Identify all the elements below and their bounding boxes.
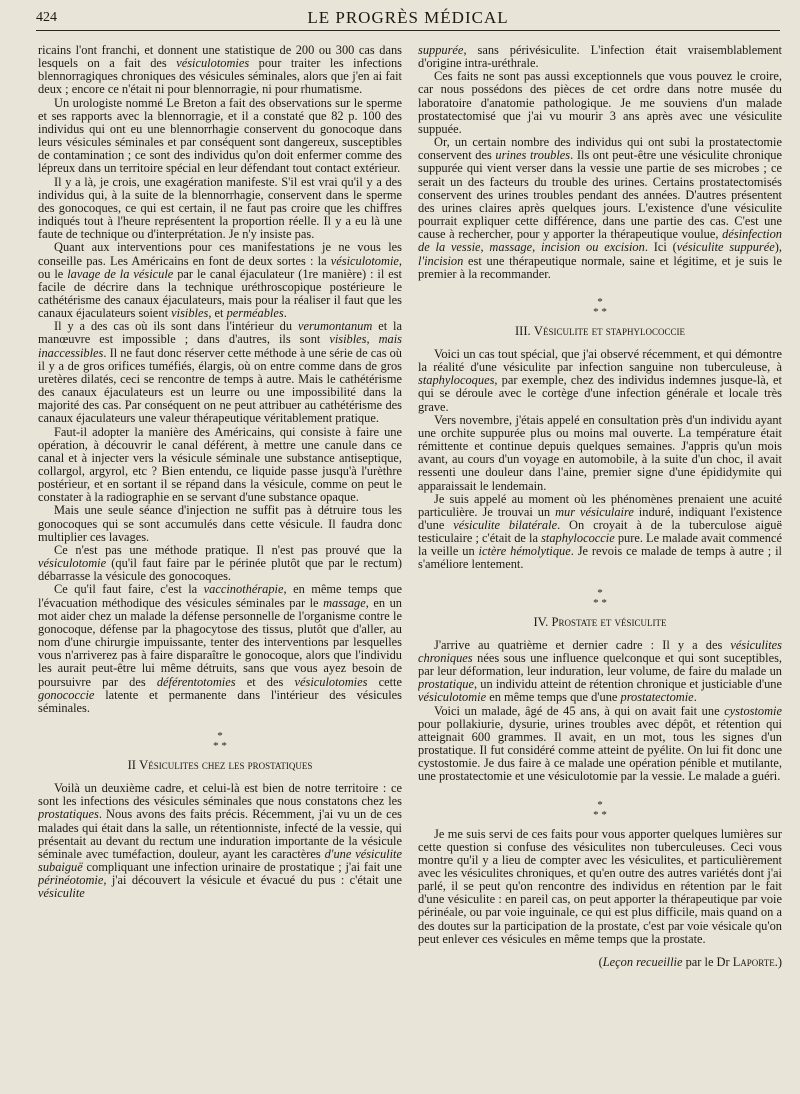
paragraph: Voici un cas tout spécial, que j'ai observé récemment, et qui démontre la réalité d'une vésiculite par infection sanguine non tuberculeuse, à staphylocoques, par exemple, chez des individus indemnes jusque-là, et qui se déroule avec le cortège d'une infection générale et locale très grave. [418, 346, 782, 414]
section-heading: IV. Prostate et vésiculite [533, 614, 667, 629]
paragraph: J'arrive au quatrième et dernier cadre : Il y a des vésiculites chroniques nées sous une influence quelconque et qui sont suceptibles, par leur déformation, leur induration, leur volume, de faire du malade un prostatique, un individu atteint de rétention chronique et justiciable d'une vésiculotomie en même temps que d'une prostatectomie. [418, 637, 782, 705]
paragraph: Ce n'est pas une méthode pratique. Il n'est pas prouvé que la vésiculotomie (qu'il faut faire par le périnée plutôt que par le rectum) débarrasse la vésicule des gonocoques. [38, 542, 402, 584]
section-ornament: * * * [213, 729, 227, 752]
paragraph: Je suis appelé au moment où les phénomènes prenaient une acuité particulière. Je trouvai un mur vésiculaire induré, indiquant l'existence d'une vésiculite bilatérale. On croyait à de la tuberculose aiguë testiculaire ; c'était de la staphylococcie pure. Le malade avait commencé la veille un ictère hémolytique. Je revois ce malade de temps à autre ; il s'améliore lentement. [418, 491, 782, 572]
paragraph: Vers novembre, j'étais appelé en consultation près d'un individu ayant une orchite suppurée plus ou moins mal ouverte. La température était rémittente et continue depuis quelques semaines. J'appris qu'un mois avant, au cours d'un voyage en automobile, à la suite d'un choc, il avait ressenti une douleur dans l'aine, premier signe d'une épididymite qui apparaissait le lendemain. [418, 412, 782, 493]
paragraph: Un urologiste nommé Le Breton a fait des observations sur le sperme et ses rapports avec la blennorragie, et il a constaté que 82 p. 100 des individus qui ont eu une blennorrhagie conservent du gonocoque dans leurs vésicules séminales et par conséquent sont dangereux, susceptibles de contamination ; ce sont des individus qu'on doit enfermer comme des lépreux dans un territoire spécial en leur défendant tout contact extérieur. [38, 95, 402, 176]
journal-title: LE PROGRÈS MÉDICAL [307, 8, 509, 27]
paragraph: Il y a des cas où ils sont dans l'intérieur du verumontanum et la manœuvre est impossible ; dans d'autres, ils sont visibles, mais inaccessibles. Il ne faut donc réserver cette méthode à une série de cas où il y a de gros orifices tuméfiés, élargis, où on entre comme dans de gros uretères dilatés, ceci se rencontre de temps à autre. Mais le cathétérisme des canaux éjaculateurs est un leurre ou une impossibilité dans la majorité des cas. Par conséquent on ne peut attribuer au cathétérisme des canaux éjaculateurs une valeur thérapeutique véritablement pratique. [38, 319, 402, 426]
section-heading: II Vésiculites chez les prostatiques [127, 757, 313, 772]
paragraph: Voici un malade, âgé de 45 ans, à qui on avait fait une cystostomie pour pollakiurie, dysurie, urines troubles avec dépôt, et rétention qui atteignait 600 grammes. Il avait, en un mot, tous les signes d'un prostatique. Il fut considéré comme atteint de pyélite. On lui fit donc une cystostomie. Je dus faire à ce malade une opération pénible et mutilante, une prostatectomie et une vésiculotomie par la vessie. Le malade a guéri. [418, 703, 782, 784]
section-ornament: * * * [593, 295, 607, 318]
paragraph: Or, un certain nombre des individus qui ont subi la prostatectomie conservent des urines troubles. Ils ont peut-être une vésiculite chronique suppurée qui vient verser dans la vessie une partie de ses microbes ; ce serait un des facteurs du trouble des urines. Certains prostatectomisés conservent des urines troubles pendant des années. D'autres présentent des urines claires après quelques jours. L'existence d'une vésiculite pourrait expliquer cette différence, dans une partie des cas. C'est une cause à rechercher, pour y apporter la thérapeutique voulue, désinfection de la vessie, massage, incision ou excision. Ici (vésiculite suppurée), l'incision est une thérapeutique normale, saine et légitime, et je suis le premier à la recommander. [418, 135, 782, 281]
section-ornament: * * * [593, 798, 607, 821]
paragraph: Mais une seule séance d'injection ne suffit pas à détruire tous les gonocoques qui se sont accumulés dans cette vésicule. Il faudra donc multiplier ces lavages. [38, 503, 402, 544]
paragraph: ricains l'ont franchi, et donnent une statistique de 200 ou 300 cas dans lesquels on a fait des vésiculotomies pour traiter les infections blennorragiques chroniques des vésicules séminales, alors que j'en ai fait deux ; encore ce n'était ni pour blennorragie, ni pour rhumatisme. [38, 44, 402, 97]
signature-line: (Leçon recueillie par le Dr Laporte.) [598, 954, 782, 969]
paragraph: suppurée, sans périvésiculite. L'infection était vraisemblablement d'origine intra-uréthrale. [418, 44, 782, 71]
page-number: 424 [36, 10, 57, 25]
paragraph: Ce qu'il faut faire, c'est la vaccinothérapie, en même temps que l'évacuation méthodique des vésicules séminales par le massage, en un mot aider chez un malade la défense personnelle de l'organisme contre le gonocoque, défense par la phagocytose des tissus, plutôt que d'aller, au nom d'une chirurgie impuissante, tenter des interventions par lesquelles vous n'arriverez pas à faire disparaître le gonocoque, alors que l'individu les aurait peut-être lui même détruits, sans que vous ayez besoin de poursuivre par des déférentotomies et des vésiculotomies cette gonococcie latente et permanente dans l'intérieur des vésicules séminales. [38, 582, 402, 715]
left-column [38, 44, 402, 1080]
paragraph: Quant aux interventions pour ces manifestations je ne vous les conseille pas. Les Américains en font de deux sortes : la vésiculotomie, ou le lavage de la vésicule par le canal éjaculateur (1re manière) : il est facile de décrire dans la technique uréthroscopique postérieure le cathétérisme des canaux éjaculateurs, mais pour la réaliser il faut que les canaux éjaculateurs soient visibles, et perméables. [38, 240, 402, 321]
right-column [418, 44, 782, 1080]
page-header [36, 6, 780, 31]
paragraph: Je me suis servi de ces faits pour vous apporter quelques lumières sur cette question si confuse des vésiculites non tuberculeuses. Ceci vous montre qu'il y a lieu de compter avec les vésiculites, et particulièrement avec les vésiculites chroniques, et qu'en outre des autres variétés dont j'ai parlé, il se peut qu'on rencontre des individus en rétention par le fait d'une vésiculite : en pareil cas, on peut apporter la thérapeutique par voie périnéale, ou par voie inguinale, ce qui est plus difficile, mais quand on a des doutes sur la participation de la prostate, c'est par voie vésicale qu'on peut enlever ces vésicules en même temps que la prostate. [418, 826, 782, 946]
section-ornament: * * * [593, 586, 607, 609]
paragraph: Il y a là, je crois, une exagération manifeste. S'il est vrai qu'il y a des individus qui, à la suite de la blennorrhagie, conservent dans le sperme des gonocoques, ce qui est certain, il ne faut pas croire que les chiffres indiqués tout à l'heure représentent la proportion réelle. Il y a eu là une faute de technique ou d'interprétation. Je n'y insiste pas. [38, 174, 402, 242]
paragraph: Ces faits ne sont pas aussi exceptionnels que vous pouvez le croire, car nous possédons des pièces de cet ordre dans notre musée du laboratoire d'anatomie pathologique. Je me souviens d'un malade prostatectomisé que j'ai vu mourir 3 ans après avec une vésiculite suppuée. [418, 69, 782, 136]
section-heading: III. Vésiculite et staphylococcie [514, 323, 686, 338]
paragraph: Faut-il adopter la manière des Américains, qui consiste à faire une opération, à découvrir le canal déférent, à mettre une canule dans ce canal et à injecter vers la vésicule séminale une substance antiseptique, collargol, argyrol, etc ? Bien entendu, ce liquide passe jusqu'à l'urèthre postérieur, et en sortant il se répand dans la vésicule, comme on peut le constater à la radiographie en se servant d'une substance opaque. [38, 424, 402, 505]
paragraph: Voilà un deuxième cadre, et celui-là est bien de notre territoire : ce sont les infections des vésicules séminales que nous constatons chez les prostatiques. Nous avons des faits précis. Récemment, j'ai vu un de ces malades qui était dans la salle, un rétentionniste, infecté de la vessie, qui présentait au devant du rectum une induration importante de la vésicule séminale avec tuméfaction, douleur, ayant les caractères d'une vésiculite subaiguë compliquant une infection urinaire de prostatique ; j'ai fait une périnéotomie, j'ai découvert la vésicule et évacué du pus : c'était une vésiculite [38, 781, 402, 901]
